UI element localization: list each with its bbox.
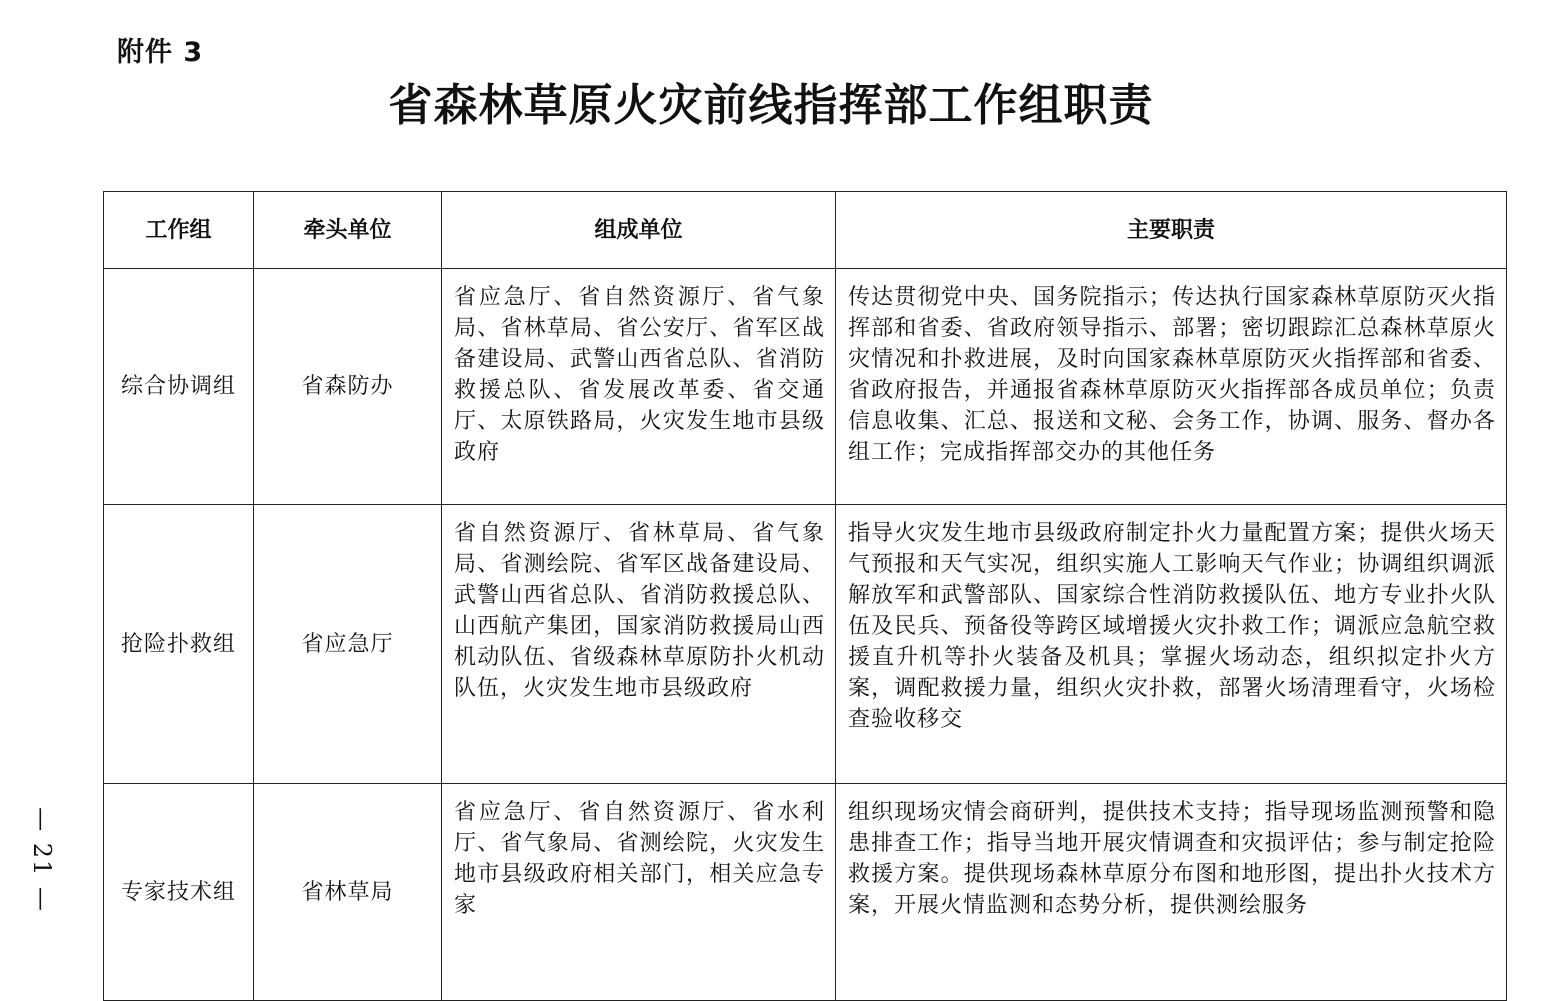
member-units: 省应急厅、省自然资源厅、省气象局、省林草局、省公安厅、省军区战备建设局、武警山西省总队、省消防救援总队、省发展改革委、省交通厅、太原铁路局，火灾发生地市县级政府 [442,269,836,505]
main-duties: 组织现场灾情会商研判，提供技术支持；指导现场监测预警和隐患排查工作；指导当地开展灾情调查和灾损评估；参与制定抢险救援方案。提供现场森林草原分布图和地形图，提出扑火技术方案，开展火情监测和态势分析，提供测绘服务 [836,784,1507,1001]
header-main-duties: 主要职责 [836,192,1507,269]
lead-unit: 省森防办 [254,269,442,505]
header-lead-unit: 牵头单位 [254,192,442,269]
group-name: 综合协调组 [104,269,254,505]
lead-unit: 省应急厅 [254,505,442,784]
lead-unit: 省林草局 [254,784,442,1001]
table-header-row [104,192,1507,269]
member-units: 省应急厅、省自然资源厅、省水利厅、省气象局、省测绘院，火灾发生地市县级政府相关部门，相关应急专家 [442,784,836,1001]
header-member-units: 组成单位 [442,192,836,269]
main-duties: 指导火灾发生地市县级政府制定扑火力量配置方案；提供火场天气预报和天气实况，组织实施人工影响天气作业；协调组织调派解放军和武警部队、国家综合性消防救援队伍、地方专业扑火队伍及民兵、预备役等跨区域增援火灾扑救工作；调派应急航空救援直升机等扑火装备及机具；掌握火场动态，组织拟定扑火方案，调配救援力量，组织火灾扑救，部署火场清理看守，火场检查验收移交 [836,505,1507,784]
duty-table [103,191,1507,1001]
page-number-text: — 21 — [28,807,57,913]
table-row [104,784,1507,1001]
attachment-label: 附件 3 [117,37,204,68]
main-duties: 传达贯彻党中央、国务院指示；传达执行国家森林草原防灭火指挥部和省委、省政府领导指示、部署；密切跟踪汇总森林草原火灾情况和扑救进展，及时向国家森林草原防灭火指挥部和省委、省政府报告，并通报省森林草原防灭火指挥部各成员单位；负责信息收集、汇总、报送和文秘、会务工作，协调、服务、督办各组工作；完成指挥部交办的其他任务 [836,269,1507,505]
group-name: 专家技术组 [104,784,254,1001]
document-title: 省森林草原火灾前线指挥部工作组职责 [388,80,1154,131]
group-name: 抢险扑救组 [104,505,254,784]
header-group: 工作组 [104,192,254,269]
member-units: 省自然资源厅、省林草局、省气象局、省测绘院、省军区战备建设局、武警山西省总队、省消防救援总队、山西航产集团，国家消防救援局山西机动队伍、省级森林草原防扑火机动队伍，火灾发生地市县级政府 [442,505,836,784]
page-number [22,790,62,930]
table-row [104,505,1507,784]
table-row [104,269,1507,505]
